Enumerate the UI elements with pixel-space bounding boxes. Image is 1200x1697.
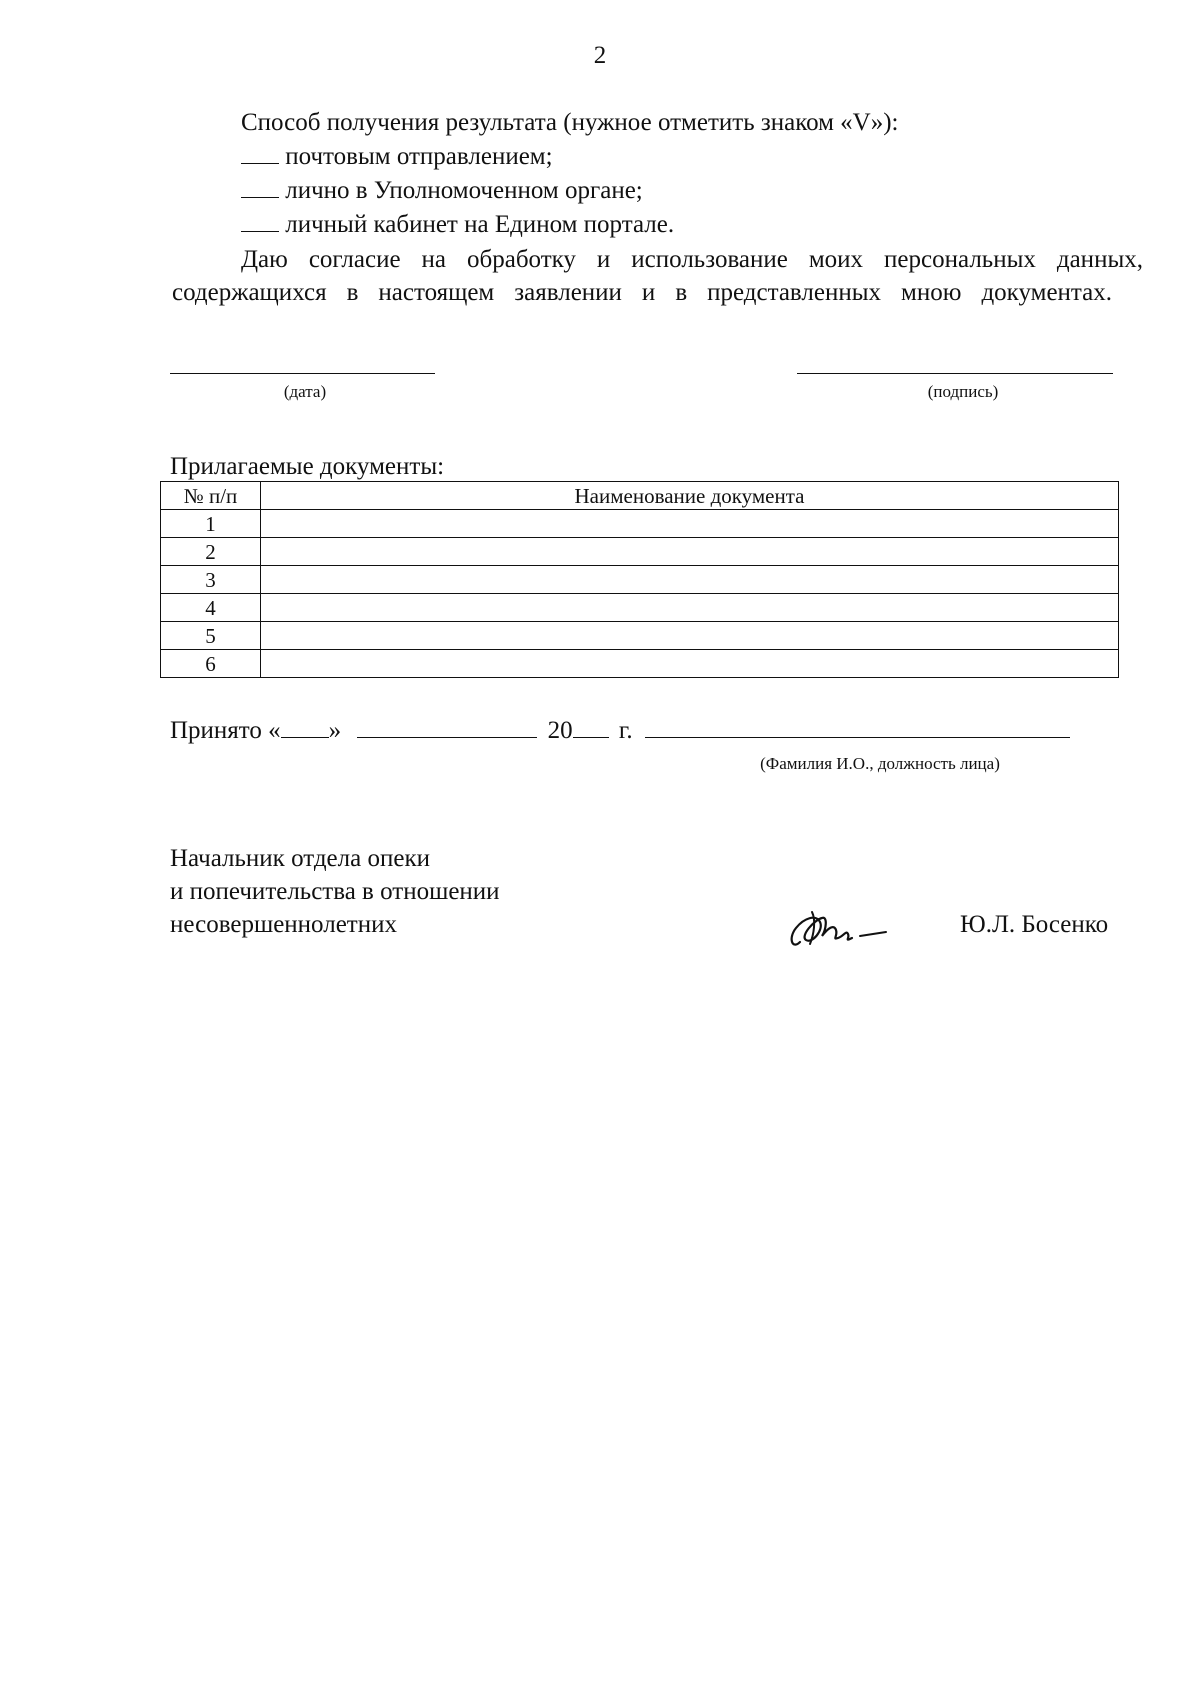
table-header-row: [161, 482, 1119, 510]
document-name-cell[interactable]: [261, 622, 1119, 650]
official-name-blank[interactable]: [645, 717, 1070, 738]
document-name-cell[interactable]: [261, 510, 1119, 538]
attachments-table: [160, 481, 1119, 678]
handwritten-signature: [782, 900, 902, 960]
option-label: почтовым отправлением;: [285, 143, 553, 170]
document-name-cell[interactable]: [261, 650, 1119, 678]
result-option-in-person: [241, 176, 643, 206]
result-option-mail: [241, 142, 553, 172]
option-label: лично в Уполномоченном органе;: [285, 177, 643, 204]
row-number: 4: [161, 594, 261, 622]
table-row: [161, 622, 1119, 650]
accepted-line: [170, 716, 1070, 746]
official-title-line-3: несовершеннолетних: [170, 911, 397, 938]
month-blank[interactable]: [357, 717, 537, 738]
date-caption: (дата): [283, 382, 327, 401]
year-blank[interactable]: [573, 717, 609, 738]
official-title-line-1: Начальник отдела опеки: [170, 845, 430, 872]
result-method-heading: Способ получения результата (нужное отметить знаком «V»):: [241, 109, 899, 136]
row-number: 2: [161, 538, 261, 566]
table-row: [161, 510, 1119, 538]
quote-close: »: [328, 717, 342, 744]
document-name-cell[interactable]: [261, 538, 1119, 566]
table-row: [161, 594, 1119, 622]
accepted-label: Принято «: [170, 717, 281, 744]
table-row: [161, 538, 1119, 566]
signature-line[interactable]: [797, 373, 1113, 374]
day-blank[interactable]: [281, 717, 329, 738]
official-caption: (Фамилия И.О., должность лица): [760, 754, 1000, 773]
year-suffix: г.: [618, 717, 633, 744]
signature-caption: (подпись): [927, 382, 999, 401]
year-prefix: 20: [547, 717, 573, 744]
document-name-cell[interactable]: [261, 594, 1119, 622]
table-row: [161, 650, 1119, 678]
consent-line-2: содержащихся в настоящем заявлении и в представленных мною документах.: [172, 279, 1112, 306]
consent-line-1: Даю согласие на обработку и использование моих персональных данных,: [241, 246, 1143, 273]
document-name-cell[interactable]: [261, 566, 1119, 594]
row-number: 1: [161, 510, 261, 538]
row-number: 3: [161, 566, 261, 594]
checkbox-blank[interactable]: [241, 143, 279, 164]
column-header-name: Наименование документа: [261, 482, 1119, 510]
table-row: [161, 566, 1119, 594]
checkbox-blank[interactable]: [241, 211, 279, 232]
result-option-portal: [241, 210, 674, 240]
official-title-line-2: и попечительства в отношении: [170, 878, 500, 905]
page-number: 2: [593, 42, 607, 69]
official-name: Ю.Л. Босенко: [960, 911, 1109, 938]
date-line[interactable]: [170, 373, 435, 374]
row-number: 5: [161, 622, 261, 650]
row-number: 6: [161, 650, 261, 678]
option-label: личный кабинет на Едином портале.: [285, 211, 675, 238]
column-header-num: № п/п: [161, 482, 261, 510]
attachments-title: Прилагаемые документы:: [170, 453, 445, 480]
checkbox-blank[interactable]: [241, 177, 279, 198]
